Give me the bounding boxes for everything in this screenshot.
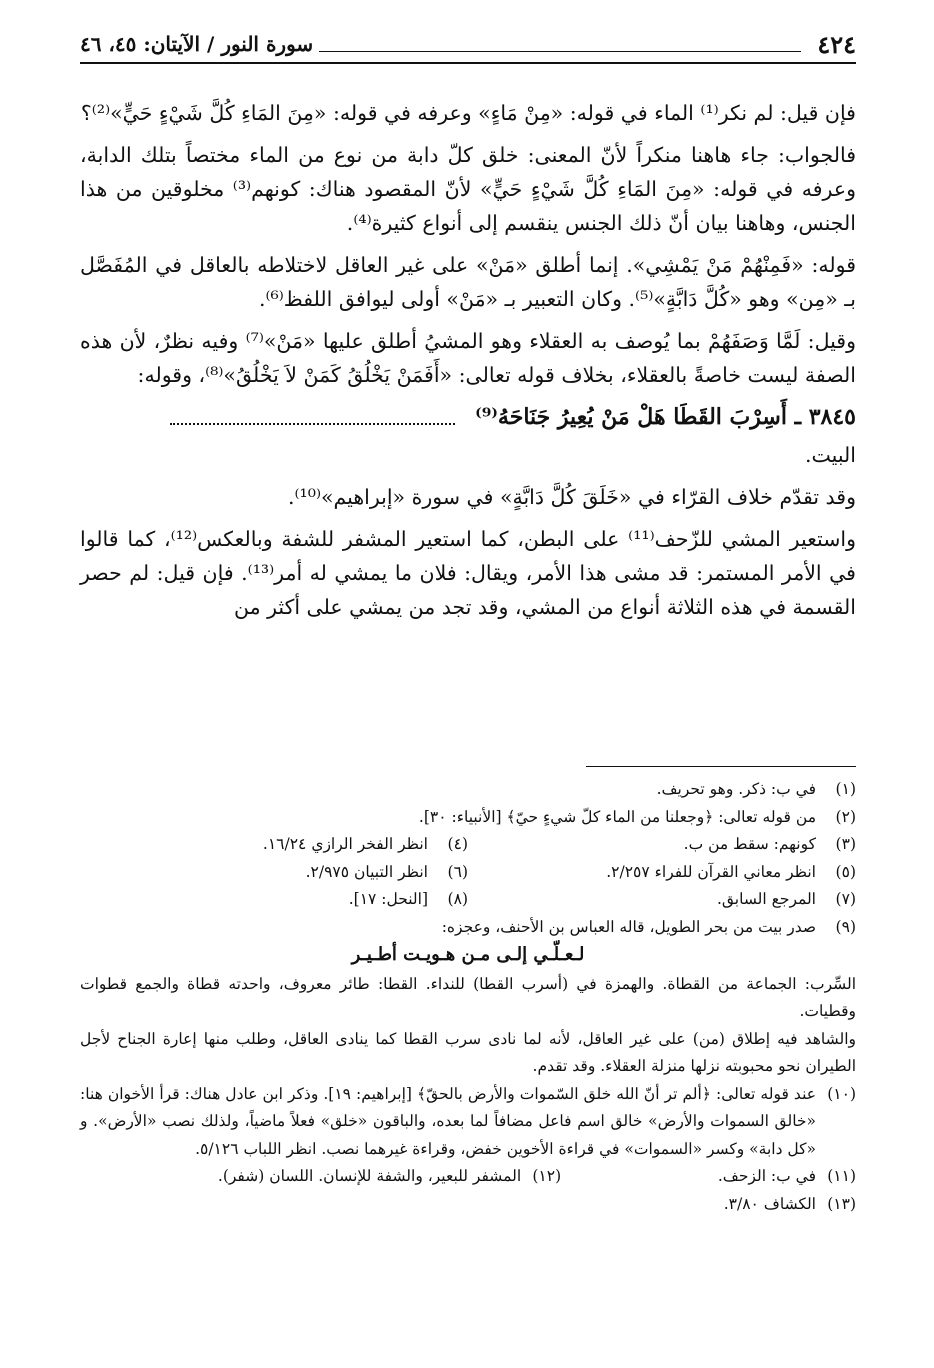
- footnote-1: (١) في ب: ذكر. وهو تحريف.: [656, 780, 856, 798]
- page-number: ٤٢٤: [817, 29, 856, 59]
- paragraph-man-usage: قوله: «فَمِنْهُمْ مَنْ يَمْشِي». إنما أطلق «مَنْ» على غير العاقل لاختلاطه بالعاقل في المُفَصَّل بـ «مِن» وهو «كُلَّ دَابَّةٍ»⁽⁵⁾. وكان التعبير بـ «مَنْ» أولى ليوافق اللفظ⁽⁶⁾.: [80, 253, 856, 311]
- header-rule: [319, 37, 801, 52]
- footnote-13: (١٣) الكشاف ٣/٨٠.: [723, 1194, 856, 1213]
- footnote-10: (١٠) عند قوله تعالى: ﴿ألم تر أنّ الله خلق السّموات والأرض بالحقّ﴾ [إبراهيم: ١٩]. وذكر ابن عادل هناك: قرأ الأخوان هنا: «خالق السموات والأرض» خالق اسم فاعل مضافاً لما بعده، والباقون «خلق» فعلاً ماضياً، ولذلك نصب «الأرض». و «كل دابة» وكسر «السموات» في قراءة الأخوين خفض، وقراءة غيرهما نصب. انظر اللباب ٥/١٢٦.: [80, 1084, 856, 1158]
- footnote-row-5-6: [80, 859, 856, 887]
- footnote-separator: [586, 766, 856, 767]
- footnote-11: (١١) في ب: الزحف.: [717, 1167, 856, 1185]
- footnote-2: (٢) من قوله تعالى: ﴿وجعلنا من الماء كلّ شيءٍ حيّ﴾ [الأنبياء: ٣٠].: [418, 807, 856, 826]
- footnote-9-poem: لـعـلّـي إلـى مـن هـويـت أطـيـر: [351, 944, 585, 965]
- paragraph-readings: وقد تقدّم خلاف القرّاء في «خَلَقَ كُلَّ دَابَّةٍ» في سورة «إبراهيم»⁽¹⁰⁾.: [287, 485, 856, 509]
- running-title: سورة النور / الآيتان: ٤٥، ٤٦: [80, 32, 314, 56]
- main-text: [80, 96, 856, 632]
- footnote-9-explanation: السِّرب: الجماعة من القطاة. والهمزة في (أسرب القطا) للنداء. القطا: طائر معروف، واحدته قطاة والجمع قطوات وقطيات.: [80, 974, 856, 1020]
- footnote-9: (٩) صدر بيت من بحر الطويل، قاله العباس بن الأحنف، وعجزه:: [441, 917, 856, 936]
- footnote-4: (٤) انظر الفخر الرازي ١٦/٢٤.: [262, 835, 468, 853]
- paragraph-opinion: وقيل: لَمَّا وَصَفَهُمْ بما يُوصف به العقلاء وهو المشيُ أطلق عليها «مَنْ»⁽⁷⁾ وفيه نظرٌ، لأن هذه الصفة ليست خاصةً بالعقلاء، بخلاف قوله تعالى: «أَفَمَنْ يَخْلُقُ كَمَنْ لاَ يَخْلُقُ»⁽⁸⁾، وقوله:: [80, 329, 856, 387]
- footnote-3: (٣) كونهم: سقط من ب.: [683, 835, 856, 853]
- footnote-5: (٥) انظر معاني القرآن للفراء ٢/٢٥٧.: [606, 862, 856, 881]
- footnote-8: (٨) [النحل: ١٧].: [348, 890, 468, 908]
- verse-text: ٣٨٤٥ ـ أَسِرْبَ القَطَا هَلْ مَنْ يُعِيرُ جَنَاحَهُ⁽⁹⁾: [475, 404, 856, 430]
- footnote-row-11-12: [80, 1163, 856, 1191]
- footnote-7: (٧) المرجع السابق.: [716, 890, 856, 908]
- footnote-row-3-4: [80, 831, 856, 859]
- footnote-row-7-8: [80, 886, 856, 914]
- paragraph-metaphor: واستعير المشي للزّحف⁽¹¹⁾ على البطن، كما استعير المشفر للشفة وبالعكس⁽¹²⁾، كما قالوا في الأمر المستمر: قد مشى هذا الأمر، ويقال: فلان ما يمشي له أمر⁽¹³⁾. فإن قيل: لم حصر القسمة في هذه الثلاثة أنواع من المشي، وقد تجد من يمشي على أكثر من: [80, 527, 856, 619]
- paragraph-answer: فالجواب: جاء هاهنا منكراً لأنّ المعنى: خلق كلّ دابة من نوع من الماء مختصاً بتلك الدابة، وعرفه في قوله: «مِنَ المَاءِ كُلَّ شَيْءٍ حَيٍّ» لأنّ المقصود هناك: كونهم⁽³⁾ مخلوقين من هذا الجنس، وهاهنا بيان أنّ ذلك الجنس ينقسم إلى أنواع كثيرة⁽⁴⁾.: [80, 143, 856, 235]
- footnotes: [80, 776, 856, 1218]
- footnote-12: (١٢) المشفر للبعير، والشفة للإنسان. اللسان (شفر).: [217, 1167, 562, 1185]
- paragraph-question: فإن قيل: لم نكر⁽¹⁾ الماء في قوله: «مِنْ مَاءٍ» وعرفه في قوله: «مِنَ المَاءِ كُلَّ شَيْءٍ حَيٍّ»⁽²⁾؟: [80, 101, 856, 125]
- footnote-6: (٦) انظر التبيان ٢/٩٧٥.: [305, 862, 468, 881]
- verse-dotted-line: [170, 409, 455, 425]
- poetry-verse: [80, 400, 856, 434]
- page-header: [80, 26, 856, 64]
- paragraph-bayt: البيت.: [805, 443, 856, 467]
- footnote-9-evidence: والشاهد فيه إطلاق (من) على غير العاقل، لأنه لما نادى سرب القطا كما ينادى العاقل، وطلب منها إعارة الجناح لأجل الطيران نحو محبوبته نزلها منزلة العقلاء. وقد تقدم.: [80, 1029, 856, 1075]
